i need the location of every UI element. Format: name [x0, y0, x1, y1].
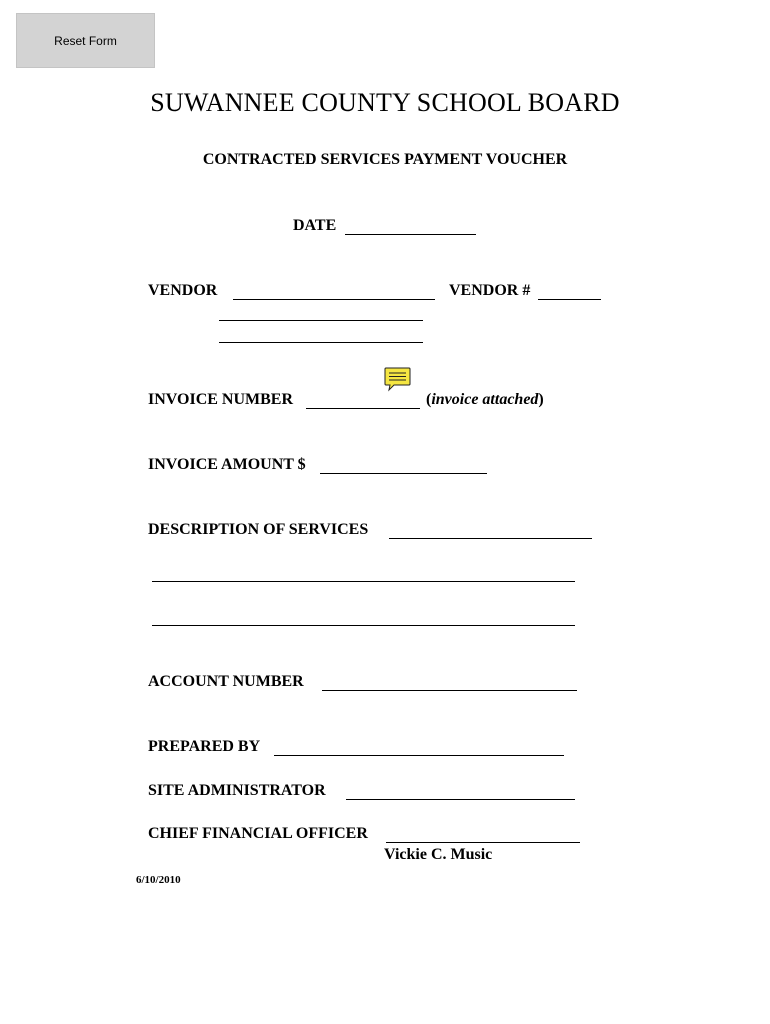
site-administrator-label: SITE ADMINISTRATOR	[148, 782, 326, 799]
page-subtitle: CONTRACTED SERVICES PAYMENT VOUCHER	[202, 151, 568, 168]
reset-form-button[interactable]: Reset Form	[16, 13, 155, 68]
prepared-by-label: PREPARED BY	[148, 738, 261, 755]
description-field-1[interactable]	[389, 520, 596, 540]
invoice-amount-field[interactable]	[320, 455, 491, 475]
vendor-field-3[interactable]	[219, 324, 427, 344]
vendor-number-label: VENDOR #	[449, 282, 531, 299]
invoice-attached-text: invoice attached	[431, 391, 539, 408]
vendor-field-2[interactable]	[219, 302, 427, 322]
invoice-attached-note: (invoice attached)	[426, 391, 544, 408]
cfo-label: CHIEF FINANCIAL OFFICER	[148, 825, 368, 842]
account-number-label: ACCOUNT NUMBER	[148, 673, 304, 690]
description-field-3[interactable]	[152, 607, 579, 627]
site-administrator-field[interactable]	[346, 781, 579, 801]
page-title: SUWANNEE COUNTY SCHOOL BOARD	[150, 88, 620, 117]
date-field[interactable]	[345, 216, 480, 236]
description-field-2[interactable]	[152, 563, 579, 583]
vendor-label: VENDOR	[148, 282, 218, 299]
cfo-name: Vickie C. Music	[384, 846, 493, 863]
comment-note-icon[interactable]	[384, 367, 411, 392]
cfo-field[interactable]	[386, 824, 584, 844]
date-label: DATE	[293, 217, 337, 234]
vendor-number-field[interactable]	[538, 281, 605, 301]
invoice-number-label: INVOICE NUMBER	[148, 391, 294, 408]
account-number-field[interactable]	[322, 672, 581, 692]
vendor-field-1[interactable]	[233, 281, 439, 301]
invoice-number-field[interactable]	[306, 390, 424, 410]
footer-date: 6/10/2010	[136, 874, 181, 886]
invoice-amount-label: INVOICE AMOUNT $	[148, 456, 306, 473]
description-label: DESCRIPTION OF SERVICES	[148, 521, 369, 538]
prepared-by-field[interactable]	[274, 737, 568, 757]
